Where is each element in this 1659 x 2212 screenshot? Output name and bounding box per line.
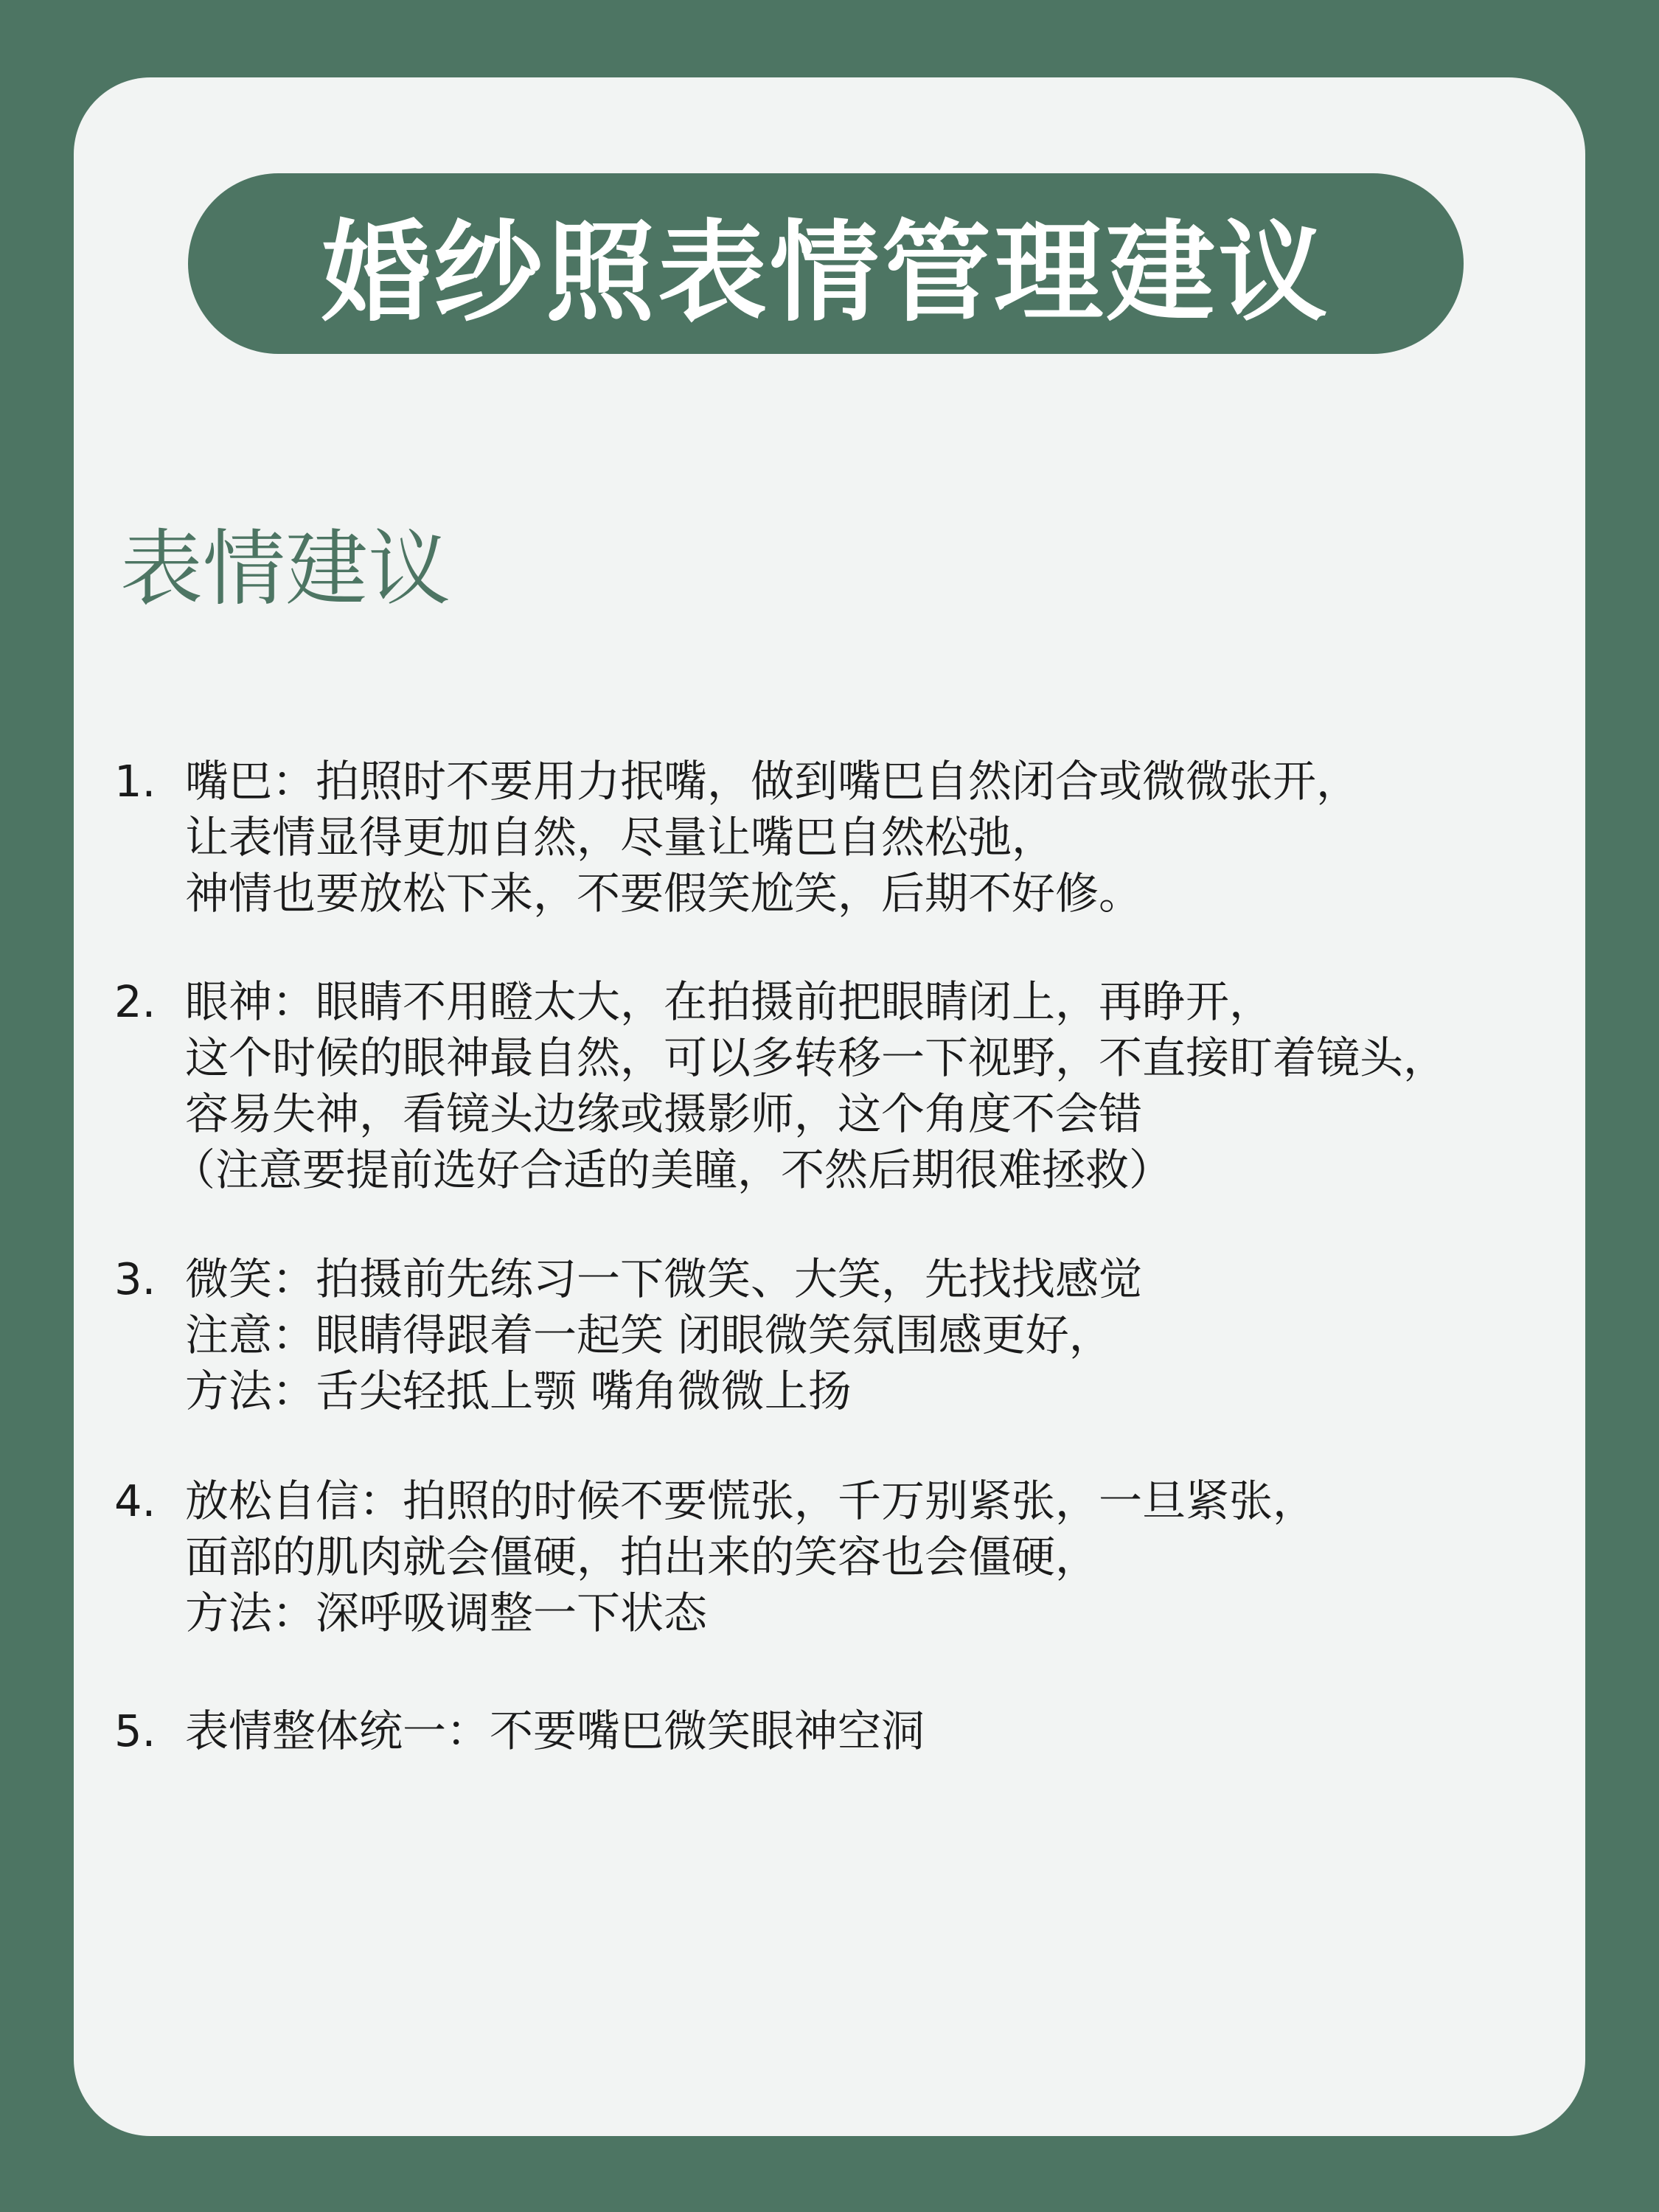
tip-item: [114, 1703, 925, 1759]
tip-line: 微笑：拍摄前先练习一下微笑、大笑，先找找感觉: [185, 1253, 1143, 1304]
tip-line: 这个时候的眼神最自然，可以多转移一下视野，不直接盯着镜头，: [185, 1032, 1447, 1083]
tip-line: 让表情显得更加自然，尽量让嘴巴自然松弛，: [185, 812, 1056, 863]
tip-line: 眼神：眼睛不用瞪太大，在拍摄前把眼睛闭上，再睁开，: [185, 976, 1273, 1027]
tip-number: 1.: [114, 756, 156, 807]
tip-item: [114, 754, 1360, 922]
tip-number: 2.: [114, 976, 156, 1027]
tip-number: 5.: [114, 1705, 156, 1756]
tip-number: 4.: [114, 1475, 156, 1526]
tip-line: 神情也要放松下来，不要假笑尬笑，后期不好修。: [185, 868, 1143, 919]
tip-line: 方法：舌尖轻抵上颚 嘴角微微上扬: [185, 1366, 852, 1416]
tip-line: 方法：深呼吸调整一下状态: [185, 1587, 708, 1638]
tip-number: 3.: [114, 1253, 156, 1304]
tip-item: [114, 1251, 1142, 1419]
tip-line: 注意：眼睛得跟着一起笑 闭眼微笑氛围感更好，: [185, 1310, 1113, 1360]
tip-item: [114, 1473, 1316, 1641]
tip-line: （注意要提前选好合适的美瞳，不然后期很难拯救）: [172, 1144, 1173, 1195]
tip-item: [114, 974, 1447, 1198]
tip-line: 容易失神，看镜头边缘或摄影师，这个角度不会错: [185, 1088, 1143, 1139]
section-heading: 表情建议: [120, 521, 451, 617]
tip-line: 表情整体统一：不要嘴巴微笑眼神空洞: [185, 1705, 925, 1756]
tip-line: 放松自信：拍照的时候不要慌张，千万别紧张，一旦紧张，: [185, 1475, 1317, 1526]
page-title: 婚纱照表情管理建议: [321, 209, 1330, 336]
tip-line: 嘴巴：拍照时不要用力抿嘴，做到嘴巴自然闭合或微微张开，: [185, 756, 1360, 807]
title-banner: [188, 173, 1464, 354]
tip-line: 面部的肌肉就会僵硬，拍出来的笑容也会僵硬，: [185, 1531, 1099, 1582]
